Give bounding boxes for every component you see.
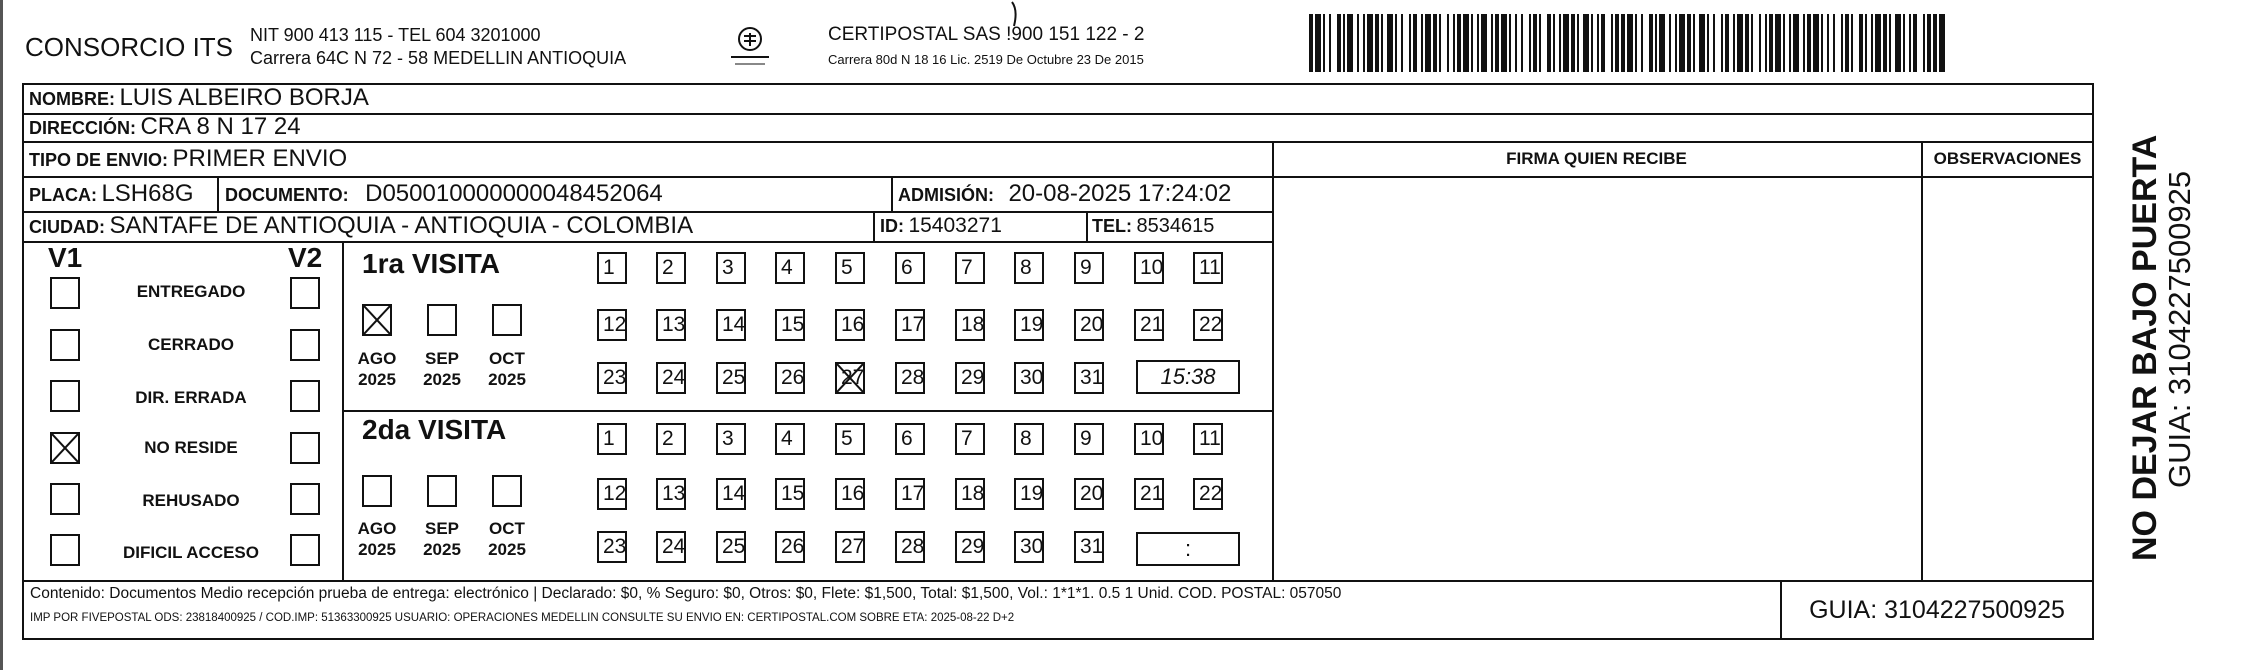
visit1-day-16[interactable]: 16: [835, 309, 865, 341]
reason-label: DIR. ERRADA: [135, 388, 247, 407]
id-value: 15403271: [908, 214, 1002, 237]
barcode-bar: [1329, 14, 1331, 72]
barcode-bar: [1693, 14, 1695, 72]
visit2-month-oct: OCT 2025: [488, 519, 526, 559]
barcode-bar: [1401, 14, 1403, 72]
visit2-day-18[interactable]: 18: [955, 478, 985, 510]
barcode-bar: [1463, 14, 1469, 72]
visit1-day-30[interactable]: 30: [1014, 362, 1044, 394]
visit1-day-9[interactable]: 9: [1074, 252, 1104, 284]
barcode-bar: [1793, 14, 1799, 72]
visit2-day-13[interactable]: 13: [656, 478, 686, 510]
v1-dificil-acceso-checkbox[interactable]: [50, 534, 80, 566]
barcode-bar: [1845, 14, 1849, 72]
barcode-bar: [1933, 14, 1937, 72]
tel-label: TEL:: [1092, 216, 1132, 236]
barcode-bar: [1841, 14, 1843, 72]
barcode-bar: [1875, 14, 1881, 72]
visit1-month-ago: AGO 2025: [357, 349, 397, 389]
documento-field: [225, 176, 663, 211]
barcode-bar: [1903, 14, 1905, 72]
side-guia: GUIA: 3104227500925: [2162, 170, 2197, 488]
visit1-day-23[interactable]: 23: [597, 362, 627, 394]
barcode-bar: [1421, 14, 1423, 72]
visit2-day-6[interactable]: 6: [895, 423, 925, 455]
barcode-bar: [1553, 14, 1555, 72]
visit1-day-5[interactable]: 5: [835, 252, 865, 284]
visit2-day-3[interactable]: 3: [716, 423, 746, 455]
barcode-bar: [1759, 14, 1761, 72]
barcode-bar: [1343, 14, 1345, 72]
placa-value: LSH68G: [101, 180, 194, 207]
visit1-day-13[interactable]: 13: [656, 309, 686, 341]
barcode-bar: [1509, 14, 1511, 72]
footer-content-line: Contenido: Documentos Medio recepción prueba de entrega: electrónico | Declarado: $0, % Seguro: $0, Otros: $0, Flete: $1,500, Total: $1,500, Vol.: 1*1*1. 0.5 1 Unid. COD. POSTAL: 057050: [30, 585, 1342, 602]
v1-dir-errada-checkbox[interactable]: [50, 380, 80, 412]
footer-imp-line: IMP POR FIVEPOSTAL ODS: 23818400925 / COD.IMP: 51363300925 USUARIO: OPERACIONES MEDELLIN CONSULTE SU ENVIO EN: CERTIPOSTAL.COM SOBRE ETA: 2025-08-22 D+2: [30, 612, 1015, 624]
visit2-day-9[interactable]: 9: [1074, 423, 1104, 455]
v2-dificil-acceso-checkbox[interactable]: [290, 534, 320, 566]
carrier-logo: [725, 24, 775, 72]
barcode-bar: [1521, 14, 1523, 72]
barcode-bar: [1859, 14, 1863, 72]
barcode-bar: [1495, 14, 1499, 72]
barcode-bar: [1597, 14, 1599, 72]
visit2-day-21[interactable]: 21: [1134, 478, 1164, 510]
visit1-day-7[interactable]: 7: [955, 252, 985, 284]
visit1-month-oct: OCT 2025: [488, 349, 526, 389]
v1-label: V1: [48, 242, 83, 273]
barcode-bar: [1309, 14, 1313, 72]
reason-label: ENTREGADO: [136, 282, 246, 301]
barcode: [1307, 12, 1947, 74]
barcode-bar: [1627, 14, 1633, 72]
visit1-day-17[interactable]: 17: [895, 309, 925, 341]
company-address: Carrera 64C N 72 - 58 MEDELLIN ANTIOQUIA: [250, 48, 627, 68]
barcode-bar: [1909, 14, 1911, 72]
visit2-day-20[interactable]: 20: [1074, 478, 1104, 510]
visit1-day-6[interactable]: 6: [895, 252, 925, 284]
visit1-day-8[interactable]: 8: [1014, 252, 1044, 284]
barcode-bar: [1425, 14, 1431, 72]
barcode-bar: [1655, 14, 1657, 72]
v2-rehusado-checkbox[interactable]: [290, 483, 320, 515]
barcode-bar: [1721, 14, 1723, 72]
barcode-bar: [1563, 14, 1569, 72]
visit1-month-oct-checkbox[interactable]: [492, 304, 522, 336]
barcode-bar: [1827, 14, 1829, 72]
admision-value: 20-08-2025 17:24:02: [1008, 180, 1232, 207]
visit2-day-25[interactable]: 25: [716, 531, 746, 563]
visit2-time-box[interactable]: :: [1136, 532, 1240, 566]
barcode-bar: [1733, 14, 1735, 72]
v1-no-reside-checkbox[interactable]: [50, 432, 80, 464]
visit1-month-sep: SEP 2025: [423, 349, 461, 389]
visit2-month-sep-checkbox[interactable]: [427, 475, 457, 507]
ciudad-field: [29, 211, 693, 241]
footer-guia: GUIA: 3104227500925: [1809, 596, 2065, 624]
visit2-month-oct-checkbox[interactable]: [492, 475, 522, 507]
barcode-bar: [1641, 14, 1643, 72]
barcode-bar: [1315, 14, 1321, 72]
barcode-bar: [1813, 14, 1819, 72]
carrier-address: Carrera 80d N 18 16 Lic. 2519 De Octubre 23 De 2015: [828, 52, 1144, 67]
v1-rehusado-checkbox[interactable]: [50, 483, 80, 515]
barcode-bar: [1659, 14, 1665, 72]
visit1-day-22[interactable]: 22: [1193, 309, 1223, 341]
visit2-day-14[interactable]: 14: [716, 478, 746, 510]
visit1-day-4[interactable]: 4: [775, 252, 805, 284]
company-nit: NIT 900 413 115 - TEL 604 3201000: [250, 25, 541, 45]
barcode-bar: [1679, 14, 1685, 72]
v2-entregado-checkbox[interactable]: [290, 277, 320, 309]
visit2-day-16[interactable]: 16: [835, 478, 865, 510]
reason-label: DIFICIL ACCESO: [122, 543, 259, 562]
barcode-bar: [1347, 14, 1353, 72]
v2-no-reside-checkbox[interactable]: [290, 432, 320, 464]
barcode-bar: [1439, 14, 1441, 72]
documento-value: D050010000000048452064: [365, 180, 663, 207]
ciudad-label: CIUDAD:: [29, 217, 105, 237]
visit1-day-14[interactable]: 14: [716, 309, 746, 341]
visit2-month-ago: AGO 2025: [357, 519, 397, 559]
visit1-day-3[interactable]: 3: [716, 252, 746, 284]
visit1-day-21[interactable]: 21: [1134, 309, 1164, 341]
barcode-bar: [1547, 14, 1551, 72]
visit2-day-1[interactable]: 1: [597, 423, 627, 455]
barcode-bar: [1751, 14, 1753, 72]
nombre-field: [29, 83, 369, 113]
barcode-bar: [1699, 14, 1705, 72]
barcode-bar: [1807, 14, 1811, 72]
carrier-name: CERTIPOSTAL SAS !900 151 122 - 2: [828, 24, 1145, 45]
visit1-day-19[interactable]: 19: [1014, 309, 1044, 341]
scan-edge: [0, 0, 3, 670]
visit1-day-29[interactable]: 29: [955, 362, 985, 394]
barcode-bar: [1621, 14, 1625, 72]
visit2-day-31[interactable]: 31: [1074, 531, 1104, 563]
visit2-day-17[interactable]: 17: [895, 478, 925, 510]
barcode-bar: [1539, 14, 1541, 72]
v2-label: V2: [288, 242, 323, 273]
visit2-day-23[interactable]: 23: [597, 531, 627, 563]
barcode-bar: [1481, 14, 1487, 72]
company-name: CONSORCIO ITS: [25, 32, 234, 62]
barcode-bar: [1927, 14, 1931, 72]
barcode-bar: [1447, 14, 1449, 72]
tipo-envio-label: TIPO DE ENVIO:: [29, 150, 169, 170]
visit2-day-2[interactable]: 2: [656, 423, 686, 455]
nombre-value: LUIS ALBEIRO BORJA: [119, 84, 369, 111]
ciudad-value: SANTAFE DE ANTIOQUIA - ANTIOQUIA - COLOMBIA: [109, 212, 694, 239]
barcode-bar: [1923, 14, 1925, 72]
visit1-month-sep-checkbox[interactable]: [427, 304, 457, 336]
barcode-bar: [1939, 14, 1945, 72]
barcode-bar: [1395, 14, 1397, 72]
barcode-bar: [1635, 14, 1637, 72]
visit2-day-15[interactable]: 15: [775, 478, 805, 510]
visit2-day-29[interactable]: 29: [955, 531, 985, 563]
visit2-month-ago-checkbox[interactable]: [362, 475, 392, 507]
barcode-bar: [1783, 14, 1785, 72]
barcode-bar: [1477, 14, 1479, 72]
tipo-envio-field: [29, 141, 347, 176]
barcode-bar: [1515, 14, 1517, 72]
visit1-day-24[interactable]: 24: [656, 362, 686, 394]
barcode-bar: [1707, 14, 1709, 72]
tel-field: [1092, 211, 1214, 241]
visit1-day-18[interactable]: 18: [955, 309, 985, 341]
tipo-envio-value: PRIMER ENVIO: [172, 145, 348, 172]
direccion-label: DIRECCIÓN:: [29, 118, 136, 138]
visit2-title: 2da VISITA: [362, 414, 507, 445]
tel-value: 8534615: [1136, 215, 1215, 237]
barcode-bar: [1649, 14, 1653, 72]
visit2-day-22[interactable]: 22: [1193, 478, 1223, 510]
firma-header: FIRMA QUIEN RECIBE: [1506, 149, 1687, 168]
barcode-bar: [1501, 14, 1507, 72]
barcode-bar: [1669, 14, 1671, 72]
barcode-bar: [1789, 14, 1791, 72]
barcode-bar: [1591, 14, 1593, 72]
barcode-bar: [1871, 14, 1873, 72]
barcode-bar: [1895, 14, 1901, 72]
v1-entregado-checkbox[interactable]: [50, 277, 80, 309]
visit2-day-5[interactable]: 5: [835, 423, 865, 455]
visit1-day-27[interactable]: 27: [835, 362, 865, 394]
visit2-day-28[interactable]: 28: [895, 531, 925, 563]
barcode-bar: [1713, 14, 1715, 72]
barcode-bar: [1533, 14, 1537, 72]
placa-label: PLACA:: [29, 185, 97, 205]
barcode-bar: [1363, 14, 1365, 72]
visit1-day-26[interactable]: 26: [775, 362, 805, 394]
visit1-month-ago-checkbox[interactable]: [362, 304, 392, 336]
barcode-bar: [1775, 14, 1781, 72]
barcode-bar: [1769, 14, 1773, 72]
barcode-bar: [1675, 14, 1677, 72]
barcode-bar: [1433, 14, 1437, 72]
visit2-day-10[interactable]: 10: [1134, 423, 1164, 455]
barcode-bar: [1529, 14, 1531, 72]
barcode-bar: [1687, 14, 1691, 72]
barcode-bar: [1615, 14, 1619, 72]
admision-label: ADMISIÓN:: [898, 185, 994, 205]
barcode-bar: [1471, 14, 1473, 72]
reason-label: NO RESIDE: [144, 438, 238, 457]
barcode-bar: [1889, 14, 1891, 72]
v2-cerrado-checkbox[interactable]: [290, 329, 320, 361]
handwritten-tick: [1010, 0, 1020, 30]
side-instruction: NO DEJAR BAJO PUERTA: [2126, 134, 2164, 561]
barcode-bar: [1833, 14, 1835, 72]
visit2-month-sep: SEP 2025: [423, 519, 461, 559]
barcode-bar: [1601, 14, 1605, 72]
admision-field: [898, 176, 1231, 211]
barcode-bar: [1883, 14, 1887, 72]
visit2-day-27[interactable]: 27: [835, 531, 865, 563]
barcode-bar: [1387, 14, 1393, 72]
barcode-bar: [1821, 14, 1823, 72]
documento-label: DOCUMENTO:: [225, 185, 349, 205]
barcode-bar: [1725, 14, 1729, 72]
barcode-bar: [1559, 14, 1561, 72]
visit2-day-4[interactable]: 4: [775, 423, 805, 455]
visit2-day-11[interactable]: 11: [1193, 423, 1223, 455]
barcode-bar: [1583, 14, 1589, 72]
visit1-day-20[interactable]: 20: [1074, 309, 1104, 341]
barcode-bar: [1803, 14, 1805, 72]
barcode-bar: [1381, 14, 1383, 72]
v1-cerrado-checkbox[interactable]: [50, 329, 80, 361]
barcode-bar: [1737, 14, 1743, 72]
visit1-day-11[interactable]: 11: [1193, 252, 1223, 284]
barcode-bar: [1865, 14, 1867, 72]
v2-dir-errada-checkbox[interactable]: [290, 380, 320, 412]
barcode-bar: [1367, 14, 1373, 72]
visit1-day-15[interactable]: 15: [775, 309, 805, 341]
visit1-day-12[interactable]: 12: [597, 309, 627, 341]
reason-label: REHUSADO: [142, 491, 240, 510]
visit1-day-10[interactable]: 10: [1134, 252, 1164, 284]
barcode-bar: [1491, 14, 1493, 72]
nombre-label: NOMBRE:: [29, 89, 115, 109]
visit1-day-1[interactable]: 1: [597, 252, 627, 284]
reason-label: CERRADO: [148, 335, 234, 354]
visit2-day-12[interactable]: 12: [597, 478, 627, 510]
barcode-bar: [1453, 14, 1455, 72]
visit1-day-2[interactable]: 2: [656, 252, 686, 284]
id-label: ID:: [880, 216, 904, 236]
visit2-day-24[interactable]: 24: [656, 531, 686, 563]
visit1-day-31[interactable]: 31: [1074, 362, 1104, 394]
barcode-bar: [1409, 14, 1411, 72]
barcode-bar: [1457, 14, 1461, 72]
placa-field: [29, 176, 194, 211]
barcode-bar: [1913, 14, 1917, 72]
barcode-bar: [1765, 14, 1767, 72]
visit2-day-8[interactable]: 8: [1014, 423, 1044, 455]
barcode-bar: [1323, 14, 1325, 72]
barcode-bar: [1571, 14, 1575, 72]
visit2-day-26[interactable]: 26: [775, 531, 805, 563]
barcode-bar: [1337, 14, 1341, 72]
barcode-bar: [1375, 14, 1379, 72]
id-field: [880, 211, 1002, 241]
barcode-bar: [1413, 14, 1417, 72]
barcode-bar: [1577, 14, 1579, 72]
barcode-bar: [1357, 14, 1359, 72]
visit2-day-30[interactable]: 30: [1014, 531, 1044, 563]
visit1-day-28[interactable]: 28: [895, 362, 925, 394]
visit2-day-7[interactable]: 7: [955, 423, 985, 455]
observaciones-header: OBSERVACIONES: [1933, 149, 2082, 168]
direccion-value: CRA 8 N 17 24: [140, 113, 301, 140]
direccion-field: [29, 113, 301, 141]
barcode-bar: [1851, 14, 1853, 72]
visit1-title: 1ra VISITA: [362, 248, 500, 279]
barcode-bar: [1611, 14, 1613, 72]
visit1-time-box[interactable]: 15:38: [1136, 360, 1240, 394]
visit1-day-25[interactable]: 25: [716, 362, 746, 394]
visit2-day-19[interactable]: 19: [1014, 478, 1044, 510]
barcode-bar: [1745, 14, 1749, 72]
